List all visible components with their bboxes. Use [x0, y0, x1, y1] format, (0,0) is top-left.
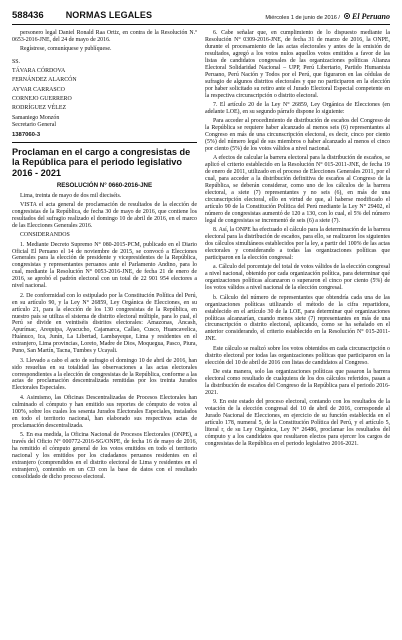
paragraph: 4. Asimismo, las Oficinas Descentralizadas de Procesos Electorales han culminado el cómputo y han emitido sus reportes de cómputo de votos al 100%, sobre los cuales los sesenta Jurados Electorales Especiales, instalados en todo el territorio nacional, han elaborado sus respectivas actas de proclamación descentralizada.	[12, 394, 197, 429]
signatory-name: TÁVARA CÓRDOVA	[12, 67, 66, 74]
paragraph: personero legal Daniel Ronald Raa Ortiz, en contra de la Resolución N.º 0653-2016-JNE, del 24 de mayo de 2016.	[12, 30, 197, 43]
paragraph: b. Cálculo del número de representantes que obtendría cada una de las organizaciones políticas utilizando el método de la cifra repartidora, establecido en el artículo 30 de la LOE, para determinar qué organizaciones políticas alcanzarían, cuando menos siete (7) representantes en más de una circunscripción o distrito electoral, aplicando, como se ha señalado en el anterior considerando, el criterio establecido en la Resolución N° 015-2011-JNE.	[205, 294, 390, 343]
secretary-name: Samaniego Monzón	[12, 114, 60, 121]
signatory-name: AYVAR CARRASCO	[12, 86, 65, 93]
signatory-name: RODRÍGUEZ VÉLEZ	[12, 105, 67, 112]
paragraph: A efectos de calcular la barrera electoral para la distribución de escaños, se aplicó el criterio establecido en la Resolución N° 015-2011-JNE, de fecha 19 de enero de 2011, utilizado en el proceso de Elecciones Generales 2011, por el cual, para acceder a la distribución definitiva de escaños al Congreso de la República, se deberán considerar, como uno de los cálculos de la barrera electoral, a siete (7) representantes y no seis (6), en más de una circunscripción electoral, ello en virtud de que, al haberse modificado el artículo 90 de la Constitución Política del Perú mediante la Ley N° 29402, el número de congresistas aumentó de 120 a 130, con lo cual, el 5% del número legal de congresistas se incrementó de seis (6) a siete (7).	[205, 155, 390, 224]
paragraph: 1. Mediante Decreto Supremo N° 080-2015-PCM, publicado en el Diario Oficial El Peruano el 14 de noviembre de 2015, se convocó a Elecciones Generales para la elección de presidente y vicepresidentes de la República, congresistas y representantes peruanos ante el Parlamento Andino, para lo cual, mediante la Resolución N° 0053-2016-JNE, de fecha 21 de enero de 2016, se aprobó el padrón electoral con un total de 22 901 954 electores a nivel nacional.	[12, 241, 197, 290]
gazette-page	[0, 3, 402, 640]
resolution-number: RESOLUCIÓN N° 0660-2016-JNE	[56, 182, 153, 190]
paragraph: 5. En esa medida, la Oficina Nacional de Procesos Electorales (ONPE), a través del Oficio N° 000772-2016-SG/ONPE, de fecha 16 de mayo de 2016, ha remitido el cómputo general de los votos emitidos en todo el territorio nacional y los emitidos por los ciudadanos peruanos residentes en el extranjero (comprendidos en el distrito electoral de Lima y residentes en el extranjero), contenido en un CD con la base de datos con el resultado consolidado de dicho proceso electoral.	[12, 431, 197, 480]
paragraph: VISTA el acta general de proclamación de resultados de la elección de congresistas de la República, de fecha 30 de mayo de 2016, que contiene los resultados del sufragio realizado el domingo 10 de abril de 2016, en el marco de las Elecciones Generales 2016.	[12, 202, 197, 229]
section-heading: CONSIDERANDOS	[20, 232, 70, 239]
paragraph: 6. Cabe señalar que, en cumplimiento de lo dispuesto mediante la Resolución N° 0309-2016-JNE, de fecha 31 de marzo de 2016, la ONPE, durante el procesamiento de las actas electorales y antes de la emisión de resultados, agregó a los votos nulos aquellos votos emitidos a favor de las listas de candidatos congresales de las organizaciones políticas Alianza Electoral Solidaridad Nacional – UPP, Perú Libertario, Partido Humanista Peruano, Perú Nación y Todos por el Perú, que figuraron en las cédulas de sufragio de algunos distritos electorales y que no participaron en la elección por haber solicitado su retiro ante el Jurado Electoral Especial competente en la respectiva circunscripción o distrito electoral.	[205, 30, 390, 99]
place-date: Lima, treinta de mayo de dos mil dieciséis.	[20, 192, 122, 199]
header-left	[12, 10, 152, 21]
document-code: 1387060-3	[12, 131, 41, 138]
paragraph: 9. En este estado del proceso electoral, contando con los resultados de la votación de la elección congresal del 10 de abril de 2016, corresponde al Jurado Nacional de Elecciones, en ejercicio de su función establecida en el artículo 178, numeral 5, de la Constitución Política del Perú, y el artículo 5, literal r, de su Ley Orgánica, Ley N° 26486, proclamar los resultados del cómputo y a los candidatos que resultaron electos para ejercer los cargos de congresistas de la República en el periodo legislativo 2016-2021.	[205, 399, 390, 447]
right-column	[205, 30, 390, 483]
closing-line: Regístrese, comuníquese y publíquese.	[20, 46, 112, 53]
paragraph: 3. Llevado a cabo el acto de sufragio el domingo 10 de abril de 2016, han sido resueltas en su totalidad las observaciones a las actas electorales correspondientes a la elección de congresistas de la República, conforme a las actas de proclamación descentralizada remitidas por los treinta Jurados Electorales Especiales.	[12, 357, 197, 392]
header-right	[265, 12, 390, 22]
section-divider	[12, 142, 197, 143]
article-title: Proclaman en el cargo a congresistas de la República para el periodo legislativo 2016 - 2021	[12, 146, 191, 178]
page-header	[12, 3, 390, 25]
paragraph: a. Cálculo del porcentaje del total de votos válidos de la elección congresal a nivel nacional, obtenido por cada organización política, para determinar qué organizaciones políticas alcanzaron o superaron el cinco por ciento (5%) de los votos válidos a nivel nacional de la elección congresal.	[205, 264, 390, 292]
paragraph: De esta manera, solo las organizaciones políticas que pasaron la barrera electoral como resultado de cualquiera de los dos cálculos referidos, pasan a la distribución de escaños del Congreso de la República para el periodo 2016-2021.	[205, 368, 390, 396]
header-date: Miércoles 1 de junio de 2016 /	[265, 15, 340, 21]
paragraph: 8. Así, la ONPE ha efectuado el cálculo para la determinación de la barrera electoral para la distribución de escaños, para ello, se realizaron los siguientes dos cálculos simultáneos establecidos por la ley, a partir del 100% de las actas electorales y considerando a todas las organizaciones políticas que participaron en la elección congresal:	[205, 227, 390, 262]
article-columns	[12, 30, 390, 483]
left-column	[12, 30, 197, 483]
ss-label: SS.	[12, 58, 21, 65]
brand-logo	[344, 12, 390, 21]
emblem-icon	[344, 13, 350, 19]
publication-name: NORMAS LEGALES	[65, 10, 153, 20]
paragraph: 7. El artículo 20 de la Ley N° 26859, Ley Orgánica de Elecciones (en adelante LOE), en su segundo párrafo dispone lo siguiente:	[205, 101, 390, 115]
signatory-name: CORNEJO GUERRERO	[12, 96, 72, 103]
page-number: 588436	[12, 10, 44, 21]
paragraph: Este cálculo se realizó sobre los votos obtenidos en cada circunscripción o distrito electoral por todas las organizaciones políticas que participaron en la elección del 10 de abril de 2016 con listas de candidatos al Congreso.	[205, 345, 390, 366]
brand-name: El Peruano	[351, 11, 390, 21]
secretary-role: Secretario General	[12, 121, 56, 128]
paragraph: 2. De conformidad con lo estipulado por la Constitución Política del Perú, en su artículo 90, y la Ley N° 26859, Ley Orgánica de Elecciones, en su artículo 21, para la elección de los 130 congresistas de la República, en nuestro país se utiliza el sistema de distrito electoral múltiple, para lo cual, el Perú se divide en veintiséis distritos electorales: Amazonas, Áncash, Apurímac, Arequipa, Ayacucho, Cajamarca, Callao, Cusco, Huancavelica, Huánuco, Ica, Junín, La Libertad, Lambayeque, Lima y residentes en el extranjero, Lima provincias, Loreto, Madre de Dios, Moquegua, Pasco, Piura, Puno, San Martín, Tacna, Tumbes y Ucayali.	[12, 292, 197, 355]
signatory-name: FERNÁNDEZ ALARCÓN	[12, 77, 77, 84]
quoted-paragraph: Para acceder al procedimiento de distribución de escaños del Congreso de la República se requiere haber alcanzado al menos seis (6) representantes al Congreso en más de una circunscripción electoral, es decir, cinco por ciento (5%) del número legal de sus miembros o haber alcanzado al menos el cinco por ciento (5%) de los votos válidos a nivel nacional.	[205, 118, 390, 153]
